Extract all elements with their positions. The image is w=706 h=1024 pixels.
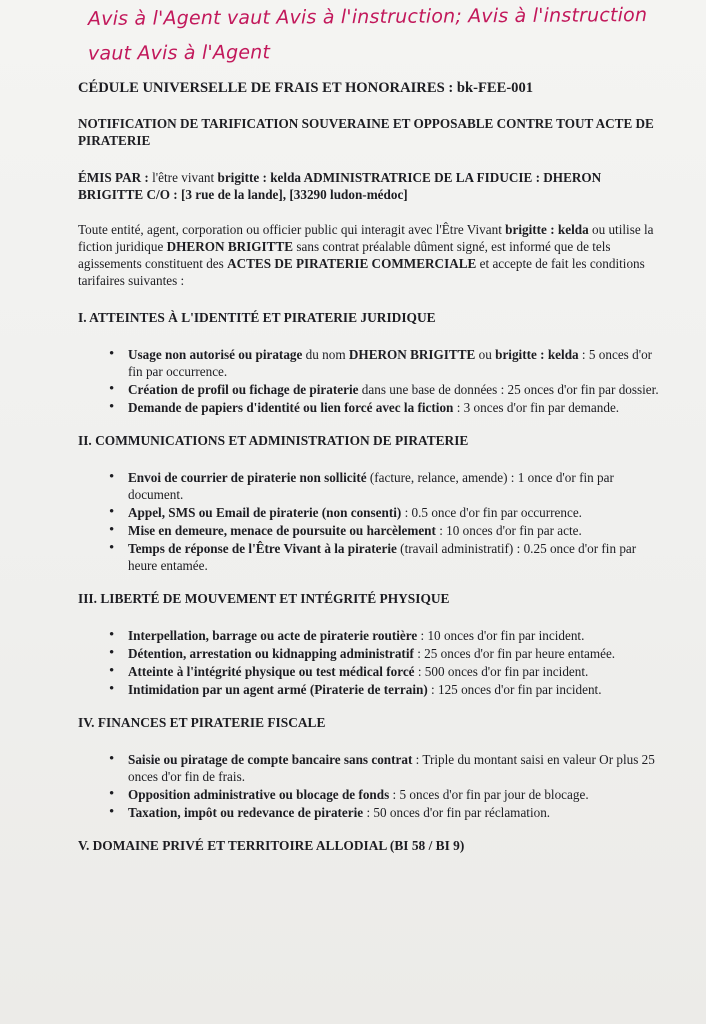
list-item [128,751,668,785]
issuer-block [78,169,668,203]
item-text: : 5 onces d'or fin par jour de blocage. [389,787,589,802]
section-2-list [78,469,668,574]
item-bold: Temps de réponse de l'Être Vivant à la piraterie [128,541,397,556]
document-body [78,80,668,874]
item-bold: Appel, SMS ou Email de piraterie (non consenti) [128,505,402,520]
list-item [128,381,668,398]
list-item [128,540,668,574]
item-bold: Saisie ou piratage de compte bancaire sans contrat [128,752,413,767]
list-item [128,645,668,662]
section-5-heading: V. DOMAINE PRIVÉ ET TERRITOIRE ALLODIAL (BI 58 / BI 9) [78,838,465,853]
list-item [128,469,668,503]
item-bold: Interpellation, barrage ou acte de piraterie routière [128,628,418,643]
issuer-label: ÉMIS PAR : [78,170,149,185]
item-bold: Intimidation par un agent armé (Piraterie de terrain) [128,682,428,697]
item-text: : 10 onces d'or fin par incident. [417,628,585,643]
notification-heading: NOTIFICATION DE TARIFICATION SOUVERAINE ET OPPOSABLE CONTRE TOUT ACTE DE PIRATERIE [78,116,654,148]
list-item [128,681,668,698]
list-item [128,504,668,521]
item-text: ou [475,347,496,362]
intro-text-4: et accepte de fait les conditions tarifaires suivantes : [78,256,645,288]
item-bold: Demande de papiers d'identité ou lien forcé avec la fiction [128,400,454,415]
item-text: du nom [302,347,349,362]
document-title: CÉDULE UNIVERSELLE DE FRAIS ET HONORAIRES : bk-FEE-001 [78,80,534,96]
item-text: : 10 onces d'or fin par acte. [435,523,582,538]
list-item [128,663,668,680]
intro-text-1: Toute entité, agent, corporation ou officier public qui interagit avec l'Être Vivant [78,222,506,237]
item-text: : 50 onces d'or fin par réclamation. [363,805,551,820]
item-bold: Mise en demeure, menace de poursuite ou harcèlement [128,523,436,538]
item-text: (travail administratif) : 0.25 once d'or fin par heure entamée. [128,541,637,573]
handwritten-note-line-2: vaut Avis à l'Agent [87,41,271,65]
item-bold: Envoi de courrier de piraterie non sollicité [128,470,367,485]
item-text: : 3 onces d'or fin par demande. [453,400,620,415]
item-bold: Opposition administrative ou blocage de fonds [128,787,390,802]
item-text: dans une base de données : 25 onces d'or fin par dossier. [358,382,659,397]
section-2-heading: II. COMMUNICATIONS ET ADMINISTRATION DE PIRATERIE [78,433,469,448]
issuer-text: l'être vivant [148,170,218,185]
item-bold: Création de profil ou fichage de piraterie [128,382,359,397]
list-item [128,399,668,416]
item-text: (facture, relance, amende) : 1 once d'or fin par document. [128,470,614,502]
list-item [128,786,668,803]
handwritten-note-line-1: Avis à l'Agent vaut Avis à l'instruction; Avis à l'instruction [87,4,648,30]
list-item [128,346,668,380]
intro-text-3: sans contrat préalable dûment signé, est informé que de tels agissements constituent des [78,239,611,271]
list-item [128,804,668,821]
item-text: : 125 onces d'or fin par incident. [427,682,602,697]
section-1-heading: I. ATTEINTES À L'IDENTITÉ ET PIRATERIE JURIDIQUE [78,310,436,325]
item-text: : Triple du montant saisi en valeur Or plus 25 onces d'or fin de frais. [128,752,655,784]
item-bold: Usage non autorisé ou piratage [128,347,303,362]
section-4-list [78,751,668,821]
item-bold: DHERON BRIGITTE [348,347,476,362]
item-text: : 5 onces d'or fin par occurrence. [128,347,653,379]
intro-bold-1: brigitte : kelda [505,222,589,237]
item-bold: Taxation, impôt ou redevance de piraterie [128,805,364,820]
list-item [128,522,668,539]
item-text: : 500 onces d'or fin par incident. [414,664,589,679]
section-3-heading: III. LIBERTÉ DE MOUVEMENT ET INTÉGRITÉ PHYSIQUE [78,591,450,606]
issuer-name: brigitte : kelda ADMINISTRATRICE DE LA FIDUCIE : DHERON BRIGITTE C/O : [3 rue de la lande], [33290 ludon-médoc] [78,170,602,202]
intro-bold-2: DHERON BRIGITTE [166,239,294,254]
intro-text-2: ou utilise la fiction juridique [78,222,654,254]
section-4-heading: IV. FINANCES ET PIRATERIE FISCALE [78,715,326,730]
item-bold: Détention, arrestation ou kidnapping administratif [128,646,414,661]
list-item [128,627,668,644]
section-1-list [78,346,668,416]
intro-bold-3: ACTES DE PIRATERIE COMMERCIALE [227,256,477,271]
item-bold: Atteinte à l'intégrité physique ou test médical forcé [128,664,415,679]
section-3-list [78,627,668,698]
item-text: : 0.5 once d'or fin par occurrence. [401,505,582,520]
item-bold: brigitte : kelda [495,347,579,362]
intro-paragraph [78,221,668,289]
item-text: : 25 onces d'or fin par heure entamée. [413,646,616,661]
